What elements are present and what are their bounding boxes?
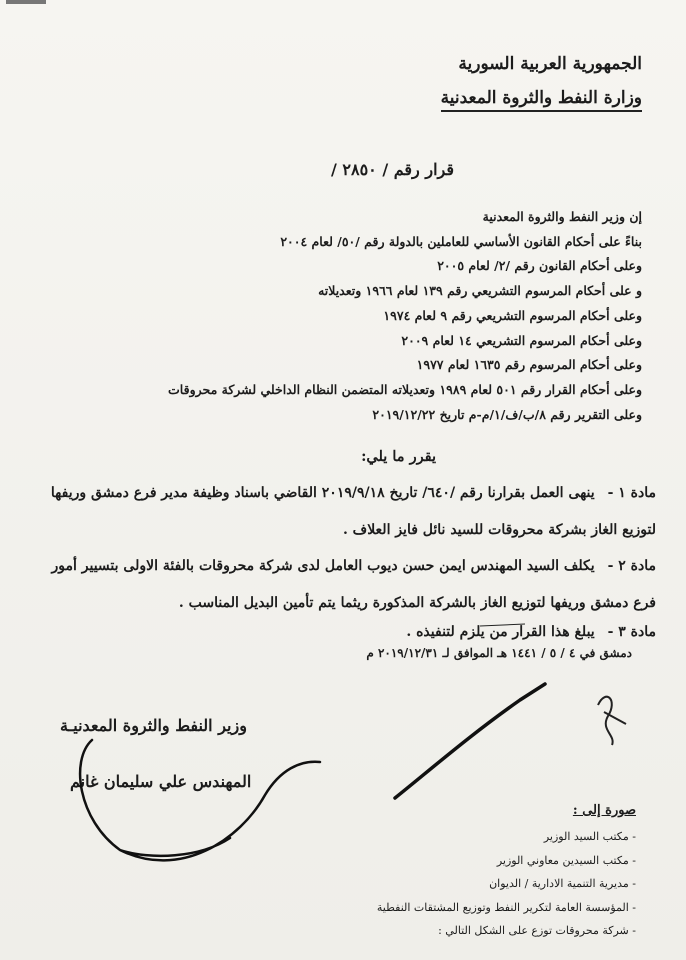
signature-stroke [395,684,545,798]
ministry-heading: وزارة النفط والثروة المعدنية [441,88,642,112]
scan-corner-mark [6,0,46,4]
dateline: دمشق في ٤ / ٥ / ١٤٤١ هـ الموافق لـ ٢٠١٩/١٢/٣١ م [366,646,632,660]
article-text: يبلغ هذا القرار من يلزم لتنفيذه . [406,624,595,640]
minister-title: وزير النفط والثروة المعدنيـة [60,716,247,735]
republic-heading: الجمهورية العربية السورية [458,54,642,74]
article-2 [31,548,656,622]
initials-scribble [598,697,626,745]
article-text: ينهى العمل بقرارنا رقم /٦٤٠/ تاريخ ٢٠١٩/٩/١٨ القاضي باسناد وظيفة مدير فرع دمشق وريفها لتوزيع الغاز بشركة محروقات للسيد نائل فايز العلاف . [50,485,656,538]
decides-heading: يقرر ما يلي: [361,448,436,465]
list-item: - مكتب السيدين معاوني الوزير [76,849,636,873]
preamble-line: وعلى أحكام القانون رقم /٢/ لعام ٢٠٠٥ [437,258,642,274]
article-label: مادة ٣ - [607,624,656,640]
preamble [42,205,642,427]
list-item: - مديرية التنمية الادارية / الديوان [76,872,636,896]
preamble-line: وعلى أحكام المرسوم التشريعي رقم ٩ لعام ١٩٧٤ [383,307,642,323]
decision-number: قرار رقم / ٢٨٥٠ / [330,160,454,179]
copies-heading: صورة إلى : [572,803,636,818]
article-text: يكلف السيد المهندس ايمن حسن ديوب العامل لدى شركة محروقات بالفئة الاولى بتسيير أمور فرع دمشق وريفها لتوزيع الغاز بالشركة المذكورة ريثما يتم تأمين البديل المناسب . [51,558,656,611]
preamble-line: وعلى أحكام المرسوم رقم ١٦٣٥ لعام ١٩٧٧ [416,357,642,373]
minister-name: المهندس علي سليمان غانم [70,772,252,791]
preamble-line: وعلى التقرير رقم ٨/ب/ف/١/م-م تاريخ ٢٠١٩/١٢/٢٢ [372,406,642,422]
copies-list [76,825,636,943]
list-item: - شركة محروقات توزع على الشكل التالي : [76,919,636,943]
article-1 [31,475,656,549]
preamble-line: بناءً على أحكام القانون الأساسي للعاملين بالدولة رقم /٥٠/ لعام ٢٠٠٤ [280,233,642,249]
preamble-line: إن وزير النفط والثروة المعدنية [482,209,642,224]
article-label: مادة ١ - [607,485,656,501]
list-item: - مكتب السيد الوزير [76,825,636,849]
article-label: مادة ٢ - [607,558,656,574]
preamble-line: و على أحكام المرسوم التشريعي رقم ١٣٩ لعام ١٩٦٦ وتعديلاته [318,283,642,299]
preamble-line: وعلى أحكام القرار رقم ٥٠١ لعام ١٩٨٩ وتعديلاته المتضمن النظام الداخلي لشركة محروقات [168,381,642,397]
preamble-line: وعلى أحكام المرسوم التشريعي ١٤ لعام ٢٠٠٩ [401,332,642,348]
list-item: - المؤسسة العامة لتكرير النفط وتوزيع المشتقات النفطية [76,896,636,920]
